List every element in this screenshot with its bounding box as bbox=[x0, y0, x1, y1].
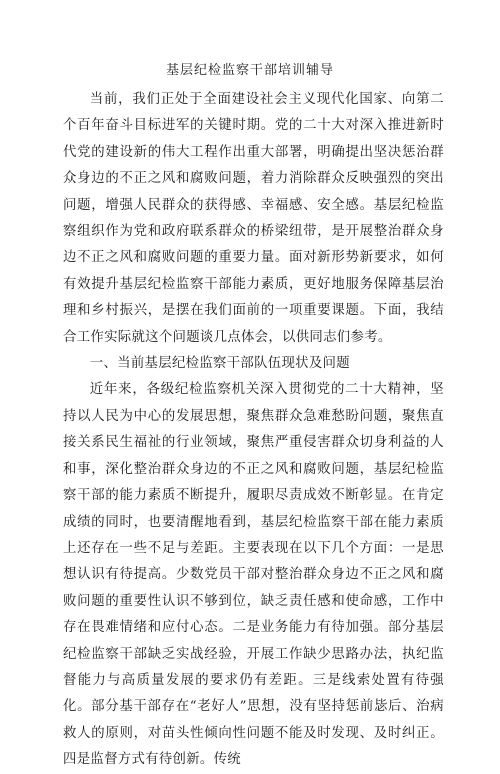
section-paragraph: 近年来，各级纪检监察机关深入贯彻党的二十大精神，坚持以人民为中心的发展思想，聚焦群众急难愁盼问题，聚焦直接关系民生福祉的行业领域，聚焦严重侵害群众切身利益的人和事，深化整治群众身边的不正之风和腐败问题，基层纪检监察干部的能力素质不断提升，履职尽责成效不断彰显。在肯定成绩的同时，也要清醒地看到，基层纪检监察干部在能力素质上还存在一些不足与差距。主要表现在以下几个方面：一是思想认识有待提高。少数党员干部对整治群众身边不正之风和腐败问题的重要性认识不够到位，缺乏责任感和使命感，工作中存在畏难情绪和应付心态。二是业务能力有待加强。部分基层纪检监察干部缺乏实战经验，开展工作缺少思路办法，执纪监督能力与高质量发展的要求仍有差距。三是线索处置有待强化。部分基干部存在“老好人”思想，没有坚持惩前毖后、治病救人的原则，对苗头性倾向性问题不能及时发现、及时纠正。四是监督方式有待创新。传统 bbox=[63, 382, 444, 768]
document-title: 基层纪检监察干部培训辅导 bbox=[165, 63, 334, 78]
intro-paragraph: 当前，我们正处于全面建设社会主义现代化国家、向第二个百年奋斗目标进军的关键时期。党的二十大对深入推进新时代党的建设新的伟大工程作出重大部署，明确提出坚决惩治群众身边的不正之风和腐败问题，着力消除群众反映强烈的突出问题，增强人民群众的获得感、幸福感、安全感。基层纪检监察组织作为党和政府联系群众的桥梁纽带，是开展整治群众身边不正之风和腐败问题的重要力量。面对新形势新要求，如何有效提升基层纪检监察干部能力素质，更好地服务保障基层治理和乡村振兴，是摆在我们面前的一项重要课题。下面，我结合工作实际就这个问题谈几点体会，以供同志们参考。 bbox=[63, 92, 444, 345]
document-body bbox=[63, 87, 444, 774]
section-heading: 一、当前基层纪检监察干部队伍现状及问题 bbox=[89, 356, 350, 372]
